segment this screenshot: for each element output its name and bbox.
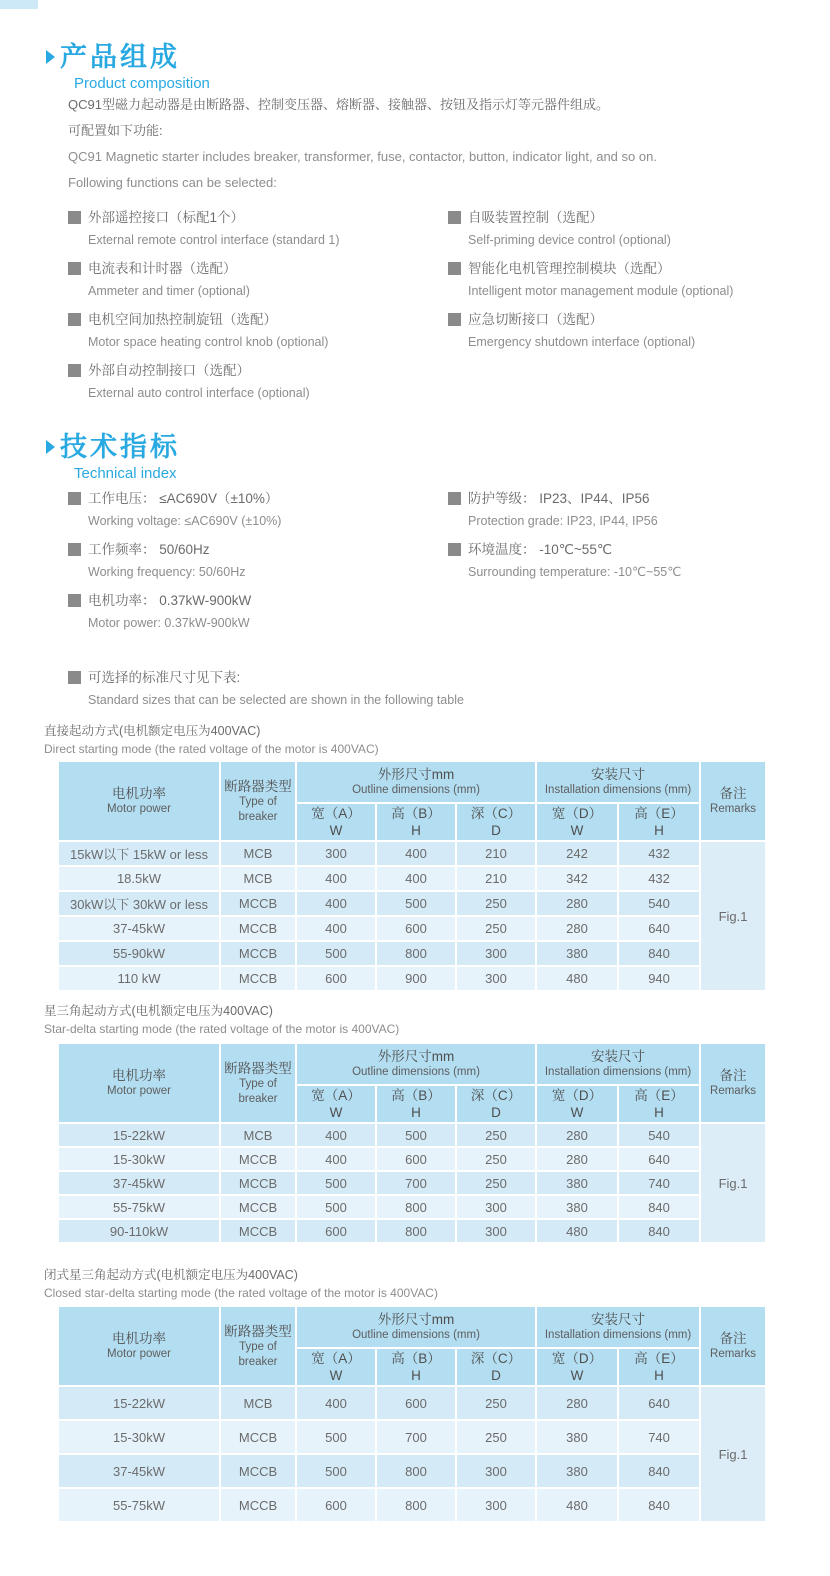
header-height-b: 高（B） H	[376, 1085, 456, 1123]
product-paragraphs	[68, 92, 788, 196]
breaker-type-cell: MCCB	[220, 891, 296, 916]
width-d-cell: 342	[536, 866, 618, 891]
section-title-en: Product composition	[74, 75, 210, 92]
caption-cn: 星三角起动方式(电机额定电压为400VAC)	[44, 1004, 273, 1018]
header-height-e: 高（E） H	[618, 1085, 700, 1123]
width-a-cell: 500	[296, 941, 376, 966]
depth-c-cell: 300	[456, 1454, 536, 1488]
feature-en: Ammeter and timer (optional)	[88, 284, 250, 298]
width-d-cell: 280	[536, 1123, 618, 1147]
section-product-heading	[46, 42, 210, 92]
breaker-type-cell: MCCB	[220, 1219, 296, 1243]
feature-item	[68, 206, 448, 251]
table-row	[58, 1171, 766, 1195]
header-width-d: 宽（D） W	[536, 1085, 618, 1123]
feature-cn: 外部遥控接口（标配1个）	[88, 210, 245, 225]
motor-power-cell: 18.5kW	[58, 866, 220, 891]
bullet-square-icon	[68, 492, 81, 505]
section-title-cn: 产品组成	[60, 42, 180, 72]
spec-en: Working frequency: 50/60Hz	[88, 565, 246, 579]
header-outline-dimensions: 外形尺寸mm Outline dimensions (mm)	[296, 761, 536, 803]
header-installation-dimensions: 安装尺寸 Installation dimensions (mm)	[536, 1043, 700, 1085]
depth-c-cell: 250	[456, 916, 536, 941]
breaker-type-cell: MCCB	[220, 1454, 296, 1488]
motor-power-cell: 110 kW	[58, 966, 220, 991]
height-e-cell: 432	[618, 841, 700, 866]
table-row	[58, 1195, 766, 1219]
breaker-type-cell: MCCB	[220, 966, 296, 991]
header-installation-dimensions: 安装尺寸 Installation dimensions (mm)	[536, 1306, 700, 1348]
header-height-e: 高（E） H	[618, 803, 700, 841]
feature-cn: 外部自动控制接口（选配）	[88, 363, 250, 378]
bullet-square-icon	[448, 543, 461, 556]
table-body	[58, 1386, 766, 1522]
star-delta-table	[57, 1042, 767, 1244]
spec-cn: 电机功率： 0.37kW-900kW	[88, 593, 252, 608]
height-b-cell: 800	[376, 1488, 456, 1522]
spec-item	[68, 487, 448, 532]
breaker-type-cell: MCCB	[220, 1147, 296, 1171]
depth-c-cell: 250	[456, 1123, 536, 1147]
note-en: Standard sizes that can be selected are shown in the following table	[88, 693, 464, 707]
depth-c-cell: 300	[456, 1219, 536, 1243]
height-b-cell: 400	[376, 841, 456, 866]
width-a-cell: 400	[296, 891, 376, 916]
spec-en: Working voltage: ≤AC690V (±10%)	[88, 514, 282, 528]
height-b-cell: 500	[376, 891, 456, 916]
depth-c-cell: 300	[456, 941, 536, 966]
table-header	[58, 1306, 766, 1386]
table2-caption	[44, 1002, 399, 1038]
motor-power-cell: 15-30kW	[58, 1147, 220, 1171]
height-e-cell: 740	[618, 1420, 700, 1454]
motor-power-cell: 55-75kW	[58, 1195, 220, 1219]
features-right-column	[448, 206, 818, 410]
feature-cn: 电流表和计时器（选配）	[88, 261, 237, 276]
width-d-cell: 380	[536, 1195, 618, 1219]
width-a-cell: 500	[296, 1171, 376, 1195]
depth-c-cell: 300	[456, 966, 536, 991]
breaker-type-cell: MCCB	[220, 941, 296, 966]
breaker-type-cell: MCCB	[220, 1488, 296, 1522]
feature-item	[448, 206, 818, 251]
height-b-cell: 800	[376, 1195, 456, 1219]
feature-item	[448, 257, 818, 302]
motor-power-cell: 15-30kW	[58, 1420, 220, 1454]
feature-en: Self-priming device control (optional)	[468, 233, 671, 247]
table-row	[58, 1454, 766, 1488]
table-row	[58, 1219, 766, 1243]
table-row	[58, 866, 766, 891]
width-a-cell: 600	[296, 966, 376, 991]
height-b-cell: 600	[376, 1147, 456, 1171]
table3-caption	[44, 1266, 438, 1302]
depth-c-cell: 250	[456, 1386, 536, 1420]
height-e-cell: 940	[618, 966, 700, 991]
breaker-type-cell: MCB	[220, 1386, 296, 1420]
direct-starting-table	[57, 760, 767, 992]
height-b-cell: 800	[376, 941, 456, 966]
table-row	[58, 1147, 766, 1171]
spec-en: Motor power: 0.37kW-900kW	[88, 616, 250, 630]
depth-c-cell: 250	[456, 1420, 536, 1454]
section-arrow-icon	[46, 440, 55, 454]
section-title-en: Technical index	[74, 465, 177, 482]
width-d-cell: 480	[536, 966, 618, 991]
bullet-square-icon	[448, 313, 461, 326]
caption-en: Direct starting mode (the rated voltage of the motor is 400VAC)	[44, 742, 379, 756]
caption-cn: 直接起动方式(电机额定电压为400VAC)	[44, 724, 261, 738]
feature-en: Emergency shutdown interface (optional)	[468, 335, 696, 349]
header-depth-c: 深（C） D	[456, 1085, 536, 1123]
depth-c-cell: 250	[456, 1171, 536, 1195]
motor-power-cell: 55-90kW	[58, 941, 220, 966]
height-b-cell: 800	[376, 1219, 456, 1243]
header-remarks: 备注 Remarks	[700, 1043, 766, 1123]
height-e-cell: 840	[618, 1488, 700, 1522]
header-installation-dimensions: 安装尺寸 Installation dimensions (mm)	[536, 761, 700, 803]
section-title-cn: 技术指标	[60, 432, 180, 462]
height-e-cell: 640	[618, 1386, 700, 1420]
breaker-type-cell: MCB	[220, 841, 296, 866]
table-row	[58, 941, 766, 966]
height-b-cell: 900	[376, 966, 456, 991]
width-a-cell: 400	[296, 1123, 376, 1147]
spec-cn: 环境温度： -10℃~55℃	[468, 542, 612, 557]
header-width-a: 宽（A） W	[296, 803, 376, 841]
bullet-square-icon	[68, 211, 81, 224]
width-a-cell: 300	[296, 841, 376, 866]
depth-c-cell: 300	[456, 1195, 536, 1219]
height-e-cell: 540	[618, 891, 700, 916]
height-b-cell: 700	[376, 1171, 456, 1195]
header-breaker-type: 断路器类型 Type of breaker	[220, 1306, 296, 1386]
height-e-cell: 840	[618, 1195, 700, 1219]
width-d-cell: 242	[536, 841, 618, 866]
height-e-cell: 640	[618, 916, 700, 941]
bullet-square-icon	[68, 364, 81, 377]
table-row	[58, 966, 766, 991]
header-outline-dimensions: 外形尺寸mm Outline dimensions (mm)	[296, 1043, 536, 1085]
bullet-square-icon	[68, 671, 81, 684]
width-d-cell: 380	[536, 941, 618, 966]
header-outline-dimensions: 外形尺寸mm Outline dimensions (mm)	[296, 1306, 536, 1348]
spec-cn: 防护等级： IP23、IP44、IP56	[468, 491, 650, 506]
breaker-type-cell: MCB	[220, 866, 296, 891]
motor-power-cell: 37-45kW	[58, 1171, 220, 1195]
paragraph: QC91型磁力起动器是由断路器、控制变压器、熔断器、接触器、按钮及指示灯等元器件组成。	[68, 97, 609, 112]
width-a-cell: 600	[296, 1488, 376, 1522]
width-a-cell: 500	[296, 1420, 376, 1454]
feature-cn: 智能化电机管理控制模块（选配）	[468, 261, 671, 276]
feature-item	[68, 359, 448, 404]
motor-power-cell: 37-45kW	[58, 916, 220, 941]
width-a-cell: 400	[296, 1386, 376, 1420]
motor-power-cell: 15-22kW	[58, 1123, 220, 1147]
depth-c-cell: 250	[456, 1147, 536, 1171]
header-height-b: 高（B） H	[376, 803, 456, 841]
header-remarks: 备注 Remarks	[700, 1306, 766, 1386]
bullet-square-icon	[68, 543, 81, 556]
motor-power-cell: 37-45kW	[58, 1454, 220, 1488]
depth-c-cell: 250	[456, 891, 536, 916]
bullet-square-icon	[448, 211, 461, 224]
header-width-d: 宽（D） W	[536, 803, 618, 841]
height-e-cell: 432	[618, 866, 700, 891]
features-left-column	[68, 206, 448, 410]
header-width-a: 宽（A） W	[296, 1085, 376, 1123]
header-width-d: 宽（D） W	[536, 1348, 618, 1386]
spec-en: Protection grade: IP23, IP44, IP56	[468, 514, 658, 528]
header-motor-power: 电机功率 Motor power	[58, 1306, 220, 1386]
width-d-cell: 280	[536, 916, 618, 941]
table-row	[58, 891, 766, 916]
caption-en: Star-delta starting mode (the rated voltage of the motor is 400VAC)	[44, 1022, 400, 1036]
width-a-cell: 400	[296, 916, 376, 941]
table-body	[58, 841, 766, 991]
spec-item	[448, 487, 818, 532]
breaker-type-cell: MCCB	[220, 1195, 296, 1219]
motor-power-cell: 30kW以下 30kW or less	[58, 891, 220, 916]
height-b-cell: 800	[376, 1454, 456, 1488]
width-a-cell: 500	[296, 1195, 376, 1219]
width-a-cell: 400	[296, 866, 376, 891]
height-e-cell: 640	[618, 1147, 700, 1171]
spec-item	[68, 589, 448, 634]
product-features	[68, 206, 818, 410]
width-d-cell: 380	[536, 1171, 618, 1195]
header-depth-c: 深（C） D	[456, 803, 536, 841]
bullet-square-icon	[68, 262, 81, 275]
depth-c-cell: 210	[456, 841, 536, 866]
header-height-b: 高（B） H	[376, 1348, 456, 1386]
feature-item	[448, 308, 818, 353]
spec-cn: 工作频率： 50/60Hz	[88, 542, 210, 557]
motor-power-cell: 15kW以下 15kW or less	[58, 841, 220, 866]
feature-en: Intelligent motor management module (optional)	[468, 284, 734, 298]
table-row	[58, 1123, 766, 1147]
specs-right-column	[448, 487, 818, 640]
header-motor-power: 电机功率 Motor power	[58, 761, 220, 841]
height-b-cell: 600	[376, 916, 456, 941]
feature-item	[68, 257, 448, 302]
page-corner-decoration	[0, 0, 38, 9]
section-technical-heading	[46, 432, 180, 482]
paragraph: Following functions can be selected:	[68, 175, 277, 190]
table1-caption	[44, 722, 379, 758]
caption-en: Closed star-delta starting mode (the rated voltage of the motor is 400VAC)	[44, 1286, 438, 1300]
header-depth-c: 深（C） D	[456, 1348, 536, 1386]
width-d-cell: 480	[536, 1219, 618, 1243]
height-e-cell: 540	[618, 1123, 700, 1147]
bullet-square-icon	[68, 594, 81, 607]
table-body	[58, 1123, 766, 1243]
spec-item	[68, 538, 448, 583]
caption-cn: 闭式星三角起动方式(电机额定电压为400VAC)	[44, 1268, 298, 1282]
feature-en: External remote control interface (standard 1)	[88, 233, 340, 247]
breaker-type-cell: MCCB	[220, 916, 296, 941]
section-arrow-icon	[46, 50, 55, 64]
feature-cn: 自吸装置控制（选配）	[468, 210, 603, 225]
table-header	[58, 761, 766, 841]
header-breaker-type: 断路器类型 Type of breaker	[220, 1043, 296, 1123]
feature-en: Motor space heating control knob (optional)	[88, 335, 329, 349]
height-e-cell: 740	[618, 1171, 700, 1195]
height-e-cell: 840	[618, 1219, 700, 1243]
width-a-cell: 400	[296, 1147, 376, 1171]
width-d-cell: 280	[536, 1147, 618, 1171]
breaker-type-cell: MCCB	[220, 1171, 296, 1195]
spec-item	[448, 538, 818, 583]
closed-star-delta-table	[57, 1305, 767, 1523]
motor-power-cell: 90-110kW	[58, 1219, 220, 1243]
height-b-cell: 600	[376, 1386, 456, 1420]
paragraph: 可配置如下功能:	[68, 123, 163, 138]
remark-cell: Fig.1	[700, 1386, 766, 1522]
table-row	[58, 1488, 766, 1522]
note-cn: 可选择的标准尺寸见下表:	[88, 670, 241, 685]
height-e-cell: 840	[618, 941, 700, 966]
specs-left-column	[68, 487, 448, 640]
height-b-cell: 700	[376, 1420, 456, 1454]
header-height-e: 高（E） H	[618, 1348, 700, 1386]
width-d-cell: 480	[536, 1488, 618, 1522]
height-e-cell: 840	[618, 1454, 700, 1488]
motor-power-cell: 55-75kW	[58, 1488, 220, 1522]
width-d-cell: 280	[536, 1386, 618, 1420]
feature-item	[68, 308, 448, 353]
breaker-type-cell: MCCB	[220, 1420, 296, 1454]
depth-c-cell: 210	[456, 866, 536, 891]
width-d-cell: 280	[536, 891, 618, 916]
width-d-cell: 380	[536, 1420, 618, 1454]
header-breaker-type: 断路器类型 Type of breaker	[220, 761, 296, 841]
spec-cn: 工作电压： ≤AC690V（±10%）	[88, 491, 279, 506]
table-row	[58, 916, 766, 941]
bullet-square-icon	[68, 313, 81, 326]
feature-cn: 应急切断接口（选配）	[468, 312, 603, 327]
remark-cell: Fig.1	[700, 841, 766, 991]
paragraph: QC91 Magnetic starter includes breaker, transformer, fuse, contactor, button, indicator light, and so on.	[68, 149, 657, 164]
table-row	[58, 1386, 766, 1420]
header-width-a: 宽（A） W	[296, 1348, 376, 1386]
width-a-cell: 500	[296, 1454, 376, 1488]
depth-c-cell: 300	[456, 1488, 536, 1522]
table-header	[58, 1043, 766, 1123]
motor-power-cell: 15-22kW	[58, 1386, 220, 1420]
bullet-square-icon	[448, 492, 461, 505]
header-remarks: 备注 Remarks	[700, 761, 766, 841]
feature-en: External auto control interface (optional)	[88, 386, 310, 400]
width-a-cell: 600	[296, 1219, 376, 1243]
spec-en: Surrounding temperature: -10℃~55℃	[468, 565, 682, 579]
table-row	[58, 841, 766, 866]
remark-cell: Fig.1	[700, 1123, 766, 1243]
height-b-cell: 400	[376, 866, 456, 891]
standard-sizes-note	[68, 666, 768, 711]
breaker-type-cell: MCB	[220, 1123, 296, 1147]
height-b-cell: 500	[376, 1123, 456, 1147]
bullet-square-icon	[448, 262, 461, 275]
table-row	[58, 1420, 766, 1454]
width-d-cell: 380	[536, 1454, 618, 1488]
feature-cn: 电机空间加热控制旋钮（选配）	[88, 312, 277, 327]
technical-specs	[68, 487, 818, 640]
header-motor-power: 电机功率 Motor power	[58, 1043, 220, 1123]
